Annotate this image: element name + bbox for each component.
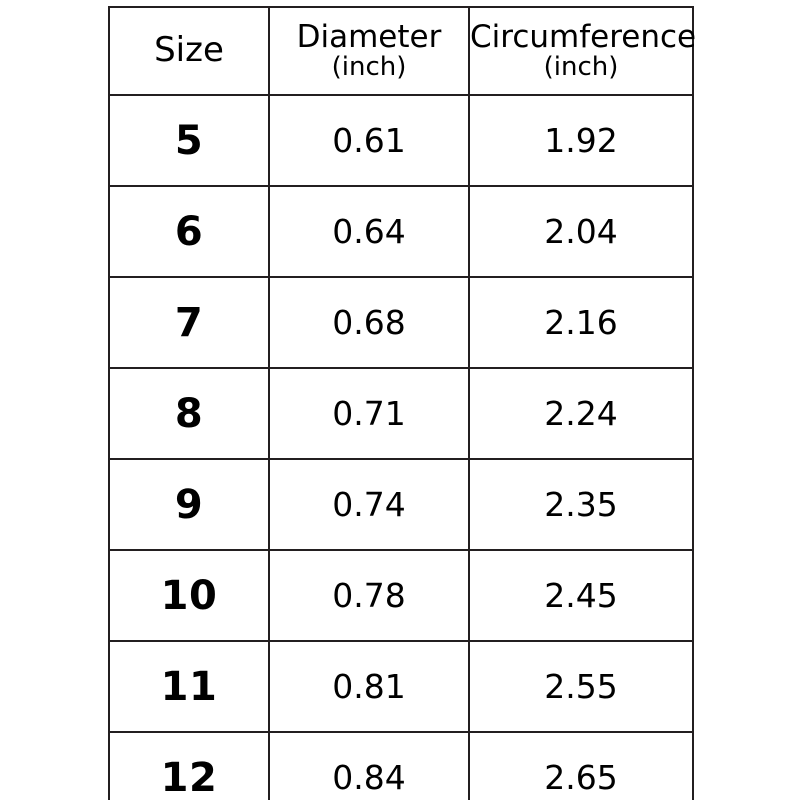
column-header-size: Size xyxy=(109,7,269,95)
cell-size: 9 xyxy=(109,459,269,550)
column-header-circumference xyxy=(469,7,697,95)
cell-circumference: 2.55 xyxy=(469,641,693,732)
table-row xyxy=(109,550,693,641)
cell-circumference: 2.45 xyxy=(469,550,693,641)
cell-circumference: 2.35 xyxy=(469,459,693,550)
cell-size: 12 xyxy=(109,732,269,800)
table-row xyxy=(109,368,693,459)
cell-circumference: 2.16 xyxy=(469,277,693,368)
table-body xyxy=(109,95,693,800)
cell-diameter: 0.74 xyxy=(269,459,469,550)
cell-diameter: 0.78 xyxy=(269,550,469,641)
ring-size-chart-table xyxy=(108,6,697,800)
cell-circumference: 2.24 xyxy=(469,368,693,459)
cell-size: 10 xyxy=(109,550,269,641)
cell-size: 6 xyxy=(109,186,269,277)
cell-diameter: 0.84 xyxy=(269,732,469,800)
table-row xyxy=(109,186,693,277)
table-row xyxy=(109,641,693,732)
table-row xyxy=(109,277,693,368)
cell-diameter: 0.64 xyxy=(269,186,469,277)
table-row xyxy=(109,95,693,186)
table-row xyxy=(109,459,693,550)
cell-circumference: 1.92 xyxy=(469,95,693,186)
cell-diameter: 0.81 xyxy=(269,641,469,732)
cell-size: 11 xyxy=(109,641,269,732)
column-header-diameter-title: Diameter xyxy=(296,19,442,56)
column-header-circumference-title: Circumference xyxy=(470,19,697,56)
cell-diameter: 0.61 xyxy=(269,95,469,186)
cell-diameter: 0.68 xyxy=(269,277,469,368)
column-header-diameter-unit: (inch) xyxy=(331,51,407,82)
cell-circumference: 2.04 xyxy=(469,186,693,277)
table-row xyxy=(109,732,693,800)
column-header-circumference-unit: (inch) xyxy=(543,51,619,82)
cell-size: 8 xyxy=(109,368,269,459)
cell-size: 7 xyxy=(109,277,269,368)
table-header-row xyxy=(109,7,693,95)
cell-diameter: 0.71 xyxy=(269,368,469,459)
cell-circumference: 2.65 xyxy=(469,732,693,800)
cell-size: 5 xyxy=(109,95,269,186)
table-header xyxy=(109,7,697,95)
column-header-diameter xyxy=(269,7,469,95)
